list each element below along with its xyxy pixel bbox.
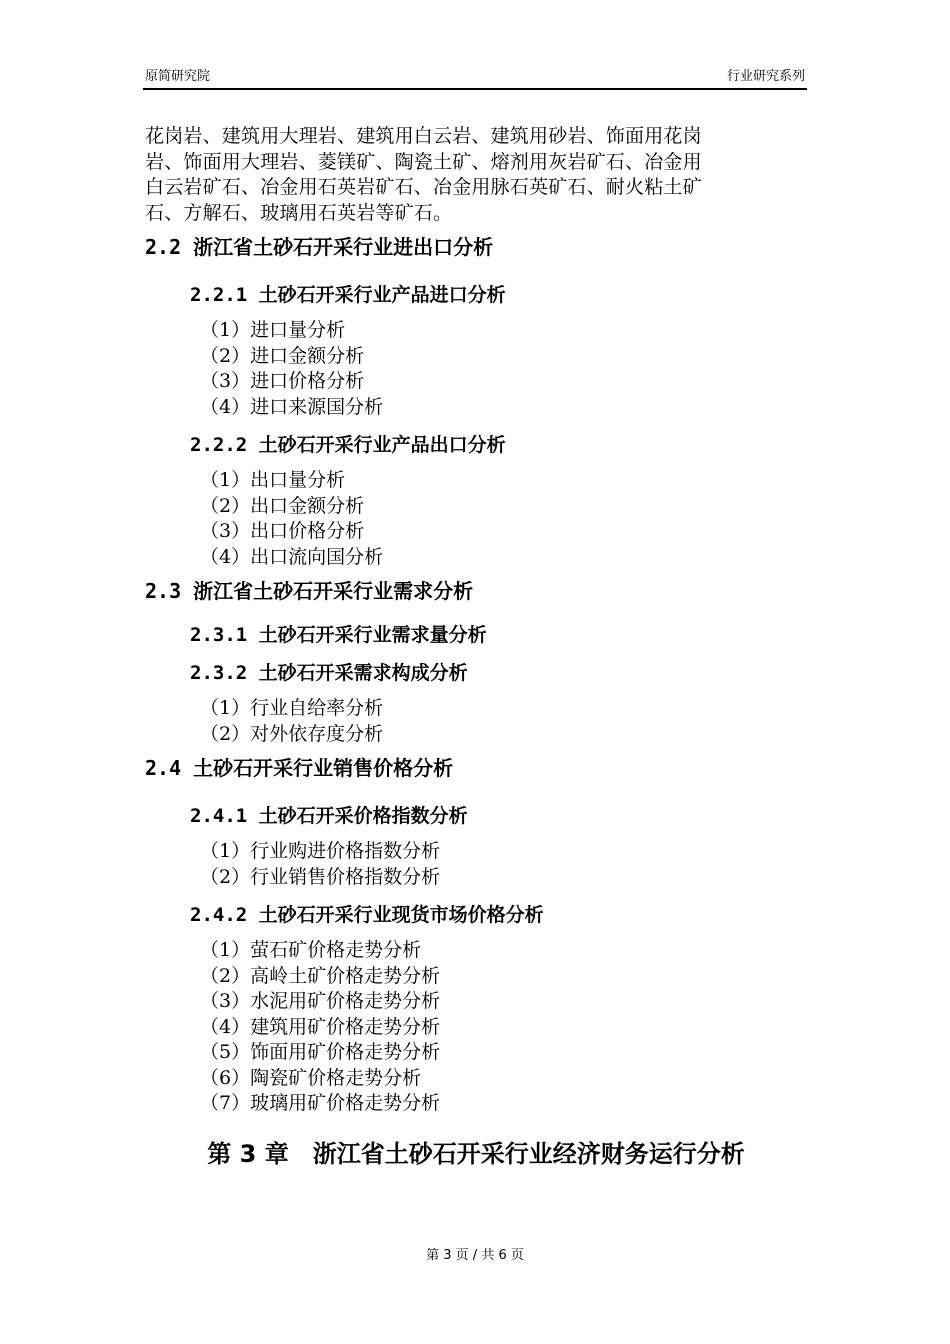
list-item: （4）出口流向国分析 <box>200 545 384 568</box>
list-item: （1）进口量分析 <box>200 319 346 341</box>
section-heading-2-3-1: 2.3.1 土砂石开采行业需求量分析 <box>190 624 487 646</box>
list-item: （3）水泥用矿价格走势分析 <box>200 990 441 1012</box>
intro-line: 白云岩矿石、冶金用石英岩矿石、冶金用脉石英矿石、耐火粘土矿 <box>145 176 702 198</box>
list-item: （3）进口价格分析 <box>200 370 365 392</box>
section-heading-2-3-2: 2.3.2 土砂石开采需求构成分析 <box>190 662 468 684</box>
section-heading-2-4-2: 2.4.2 土砂石开采行业现货市场价格分析 <box>190 904 544 926</box>
header-divider <box>143 88 807 90</box>
page-number: 第 3 页 / 共 6 页 <box>426 1248 524 1263</box>
list-item: （2）行业销售价格指数分析 <box>200 865 441 888</box>
intro-paragraph <box>145 124 807 226</box>
list-item: （1）行业购进价格指数分析 <box>200 840 441 862</box>
section-heading-2-2-2: 2.2.2 土砂石开采行业产品出口分析 <box>190 434 506 456</box>
list-item: （1）萤石矿价格走势分析 <box>200 939 422 961</box>
list-item: （2）出口金额分析 <box>200 494 365 517</box>
list-item: （3）出口价格分析 <box>200 520 365 542</box>
list-item: （4）建筑用矿价格走势分析 <box>200 1015 441 1038</box>
list-item: （4）进口来源国分析 <box>200 395 384 418</box>
list-item: （1）行业自给率分析 <box>200 697 384 719</box>
header-right-text: 行业研究系列 <box>726 69 805 84</box>
list-item: （1）出口量分析 <box>200 469 346 491</box>
section-heading-2-4-1: 2.4.1 土砂石开采价格指数分析 <box>190 805 468 827</box>
intro-line: 岩、饰面用大理岩、菱镁矿、陶瓷土矿、熔剂用灰岩矿石、冶金用 <box>145 150 702 173</box>
intro-line: 花岗岩、建筑用大理岩、建筑用白云岩、建筑用砂岩、饰面用花岗 <box>145 125 702 147</box>
section-heading-2-4: 2.4 土砂石开采行业销售价格分析 <box>145 756 454 780</box>
page-content <box>145 124 807 1169</box>
chapter-heading-3: 第 3 章 浙江省土砂石开采行业经济财务运行分析 <box>207 1139 745 1168</box>
intro-line: 石、方解石、玻璃用石英岩等矿石。 <box>145 201 453 224</box>
section-heading-2-3: 2.3 浙江省土砂石开采行业需求分析 <box>145 579 474 603</box>
section-heading-2-2: 2.2 浙江省土砂石开采行业进出口分析 <box>145 235 494 259</box>
list-item: （5）饰面用矿价格走势分析 <box>200 1041 441 1063</box>
list-item: （2）对外依存度分析 <box>200 722 384 745</box>
section-heading-2-2-1: 2.2.1 土砂石开采行业产品进口分析 <box>190 284 506 306</box>
list-item: （2）进口金额分析 <box>200 344 365 367</box>
list-item: （7）玻璃用矿价格走势分析 <box>200 1092 441 1114</box>
header-left-text: 原简研究院 <box>145 69 211 84</box>
list-item: （2）高岭土矿价格走势分析 <box>200 964 441 987</box>
list-item: （6）陶瓷矿价格走势分析 <box>200 1066 422 1089</box>
